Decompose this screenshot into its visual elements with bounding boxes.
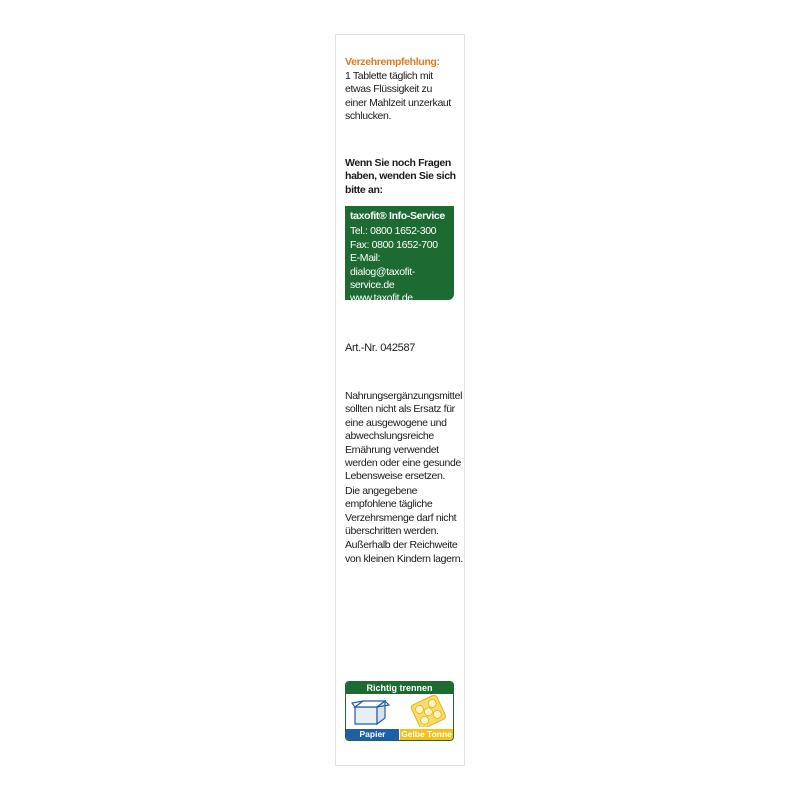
notes-paragraph xyxy=(345,539,463,566)
dosage-text xyxy=(345,70,463,124)
dosage-line: 1 Tablette täglich mit xyxy=(345,70,433,82)
notes-line: empfohlene tägliche xyxy=(345,498,433,511)
dosage-line: etwas Flüssigkeit zu xyxy=(345,83,432,96)
notes-line: überschritten werden. xyxy=(345,525,439,538)
notes-line: Lebensweise ersetzen. xyxy=(345,470,446,483)
info-service-fax: Fax: 0800 1652-700 xyxy=(350,238,438,251)
notes-line: Nahrungsergänzungsmittel xyxy=(345,390,463,402)
info-service-phone: Tel.: 0800 1652-300 xyxy=(350,225,437,238)
dosage-line: schlucken. xyxy=(345,110,392,123)
contact-prompt-line: bitte an: xyxy=(345,183,383,196)
notes-paragraph xyxy=(345,485,463,539)
supplement-notes xyxy=(345,390,463,567)
info-service-title: taxofit® Info-Service xyxy=(350,210,445,222)
box-icon xyxy=(351,697,395,727)
info-service-box xyxy=(345,206,454,305)
yellow-bin-label: Gelbe Tonne xyxy=(401,729,452,739)
notes-line: Die angegebene xyxy=(345,484,418,497)
contact-prompt xyxy=(345,157,463,197)
contact-prompt-line: haben, wenden Sie sich xyxy=(345,170,456,183)
article-number: Art.-Nr. 042587 xyxy=(345,342,416,354)
contact-prompt-line: Wenn Sie noch Fragen xyxy=(345,157,451,169)
blister-pack-icon xyxy=(406,695,450,727)
notes-line: werden oder eine gesunde xyxy=(345,457,461,470)
paper-bin-panel xyxy=(346,694,399,740)
info-service-email-label: E-Mail: xyxy=(350,252,381,265)
recycling-label xyxy=(345,681,454,741)
info-service-email: dialog@taxofit-service.de xyxy=(350,265,415,292)
notes-line: sollten nicht als Ersatz für xyxy=(345,403,455,416)
yellow-bin-panel xyxy=(400,694,453,740)
notes-line: Außerhalb der Reichweite xyxy=(345,539,458,552)
notes-line: Verzehrsmenge darf nicht xyxy=(345,511,457,524)
notes-line: Ernährung verwendet xyxy=(345,443,439,456)
paper-label: Papier xyxy=(346,729,399,740)
notes-line: von kleinen Kindern lagern. xyxy=(345,552,463,565)
recycling-title: Richtig trennen xyxy=(346,682,453,694)
dosage-line: einer Mahlzeit unzerkaut xyxy=(345,96,451,109)
dosage-heading: Verzehrempfehlung: xyxy=(345,56,440,68)
info-service-website: www.taxofit.de xyxy=(350,292,413,305)
notes-paragraph xyxy=(345,390,463,484)
notes-line: eine ausgewogene und xyxy=(345,416,447,429)
notes-line: abwechslungsreiche xyxy=(345,430,434,443)
